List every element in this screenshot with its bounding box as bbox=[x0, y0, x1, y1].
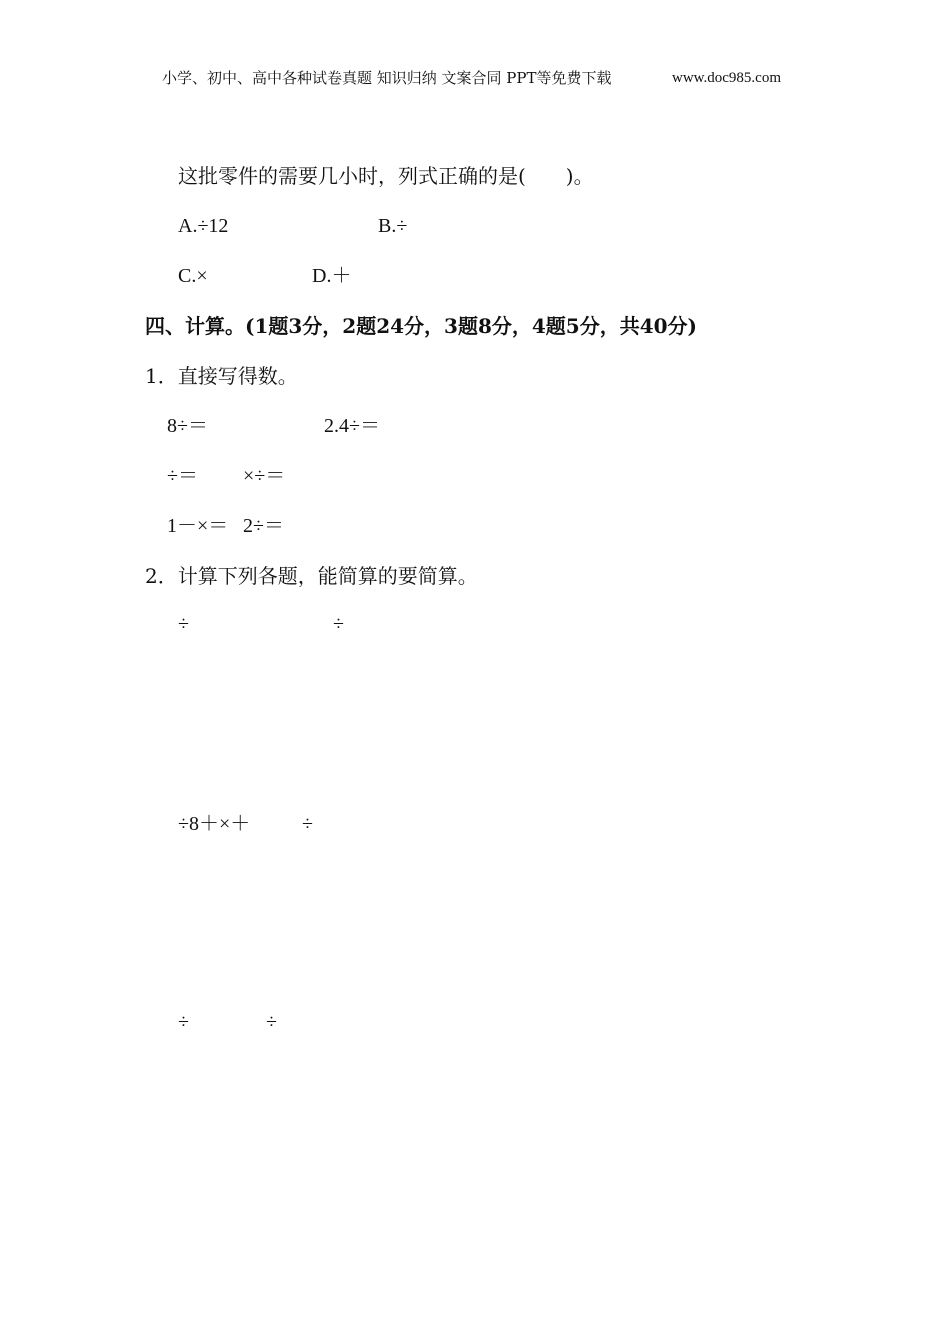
option-d: D.＋ bbox=[312, 265, 352, 287]
q1-item: 1－×＝ bbox=[167, 515, 229, 537]
q2-label: 2．计算下列各题，能简算的要简算。 bbox=[145, 564, 478, 588]
section-title: 四、计算。(1题3分，2题24分，3题8分，4题5分，共40分) bbox=[145, 314, 698, 338]
option-b: B.÷ bbox=[378, 215, 408, 237]
option-a: A.÷12 bbox=[178, 215, 229, 237]
q2-item: ÷ bbox=[178, 613, 189, 635]
q2-item: ÷ bbox=[302, 813, 313, 835]
q2-item: ÷ bbox=[178, 1011, 189, 1033]
q2-item: ÷ bbox=[333, 613, 344, 635]
header-promo-text: 小学、初中、高中各种试卷真题 知识归纳 文案合同 PPT等免费下载 bbox=[162, 69, 612, 87]
question-stem: 这批零件的需要几小时，列式正确的是( )。 bbox=[178, 164, 594, 188]
q1-item: 2.4÷＝ bbox=[324, 415, 380, 437]
q2-item: ÷ bbox=[266, 1011, 277, 1033]
q1-label: 1．直接写得数。 bbox=[145, 364, 298, 388]
q1-item: ×÷＝ bbox=[243, 465, 286, 487]
q2-item: ÷8＋×＋ bbox=[178, 813, 251, 835]
q1-item: 8÷＝ bbox=[167, 415, 208, 437]
q1-item: 2÷＝ bbox=[243, 515, 284, 537]
q1-item: ÷＝ bbox=[167, 465, 198, 487]
option-c: C.× bbox=[178, 265, 208, 287]
header-website-link[interactable]: www.doc985.com bbox=[672, 70, 782, 86]
